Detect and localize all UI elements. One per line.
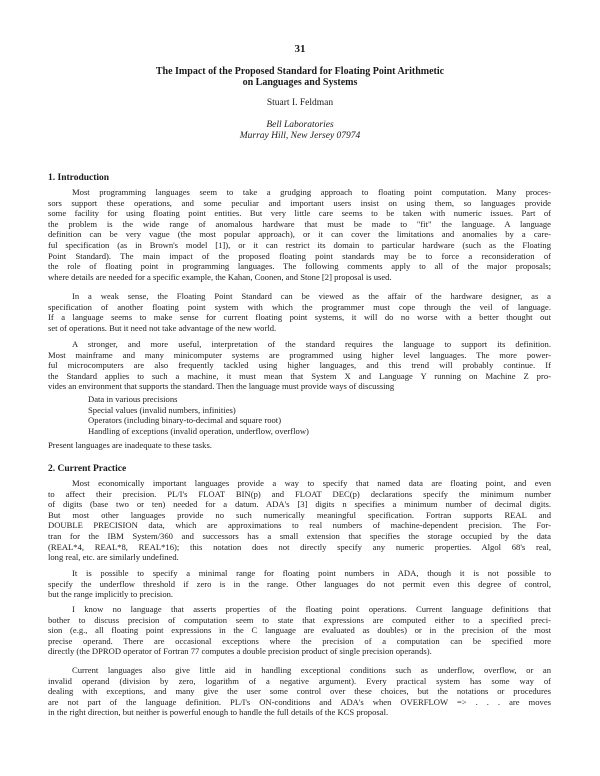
text-line: specification of another floating point system with which the programmer must cope through the veil of language. [48, 301, 551, 312]
author-name: Stuart I. Feldman [266, 98, 334, 108]
text-line: Point Standard). The main impact of the proposed floating point standards may be to force a reconsideration of [48, 250, 551, 261]
page-number: 31 [294, 43, 306, 55]
text-line: I know no language that asserts properties of the floating point operations. Current language definitions that [72, 604, 551, 614]
text-line: to affect their precision. PL/I's FLOAT BIN(p) and FLOAT DEC(p) declarations specify the minimum number [48, 488, 551, 499]
text-line: It is possible to specify a minimal range for floating point numbers in ADA, though it is not possible to [72, 568, 551, 578]
practice-paragraph-2 [48, 568, 551, 600]
text-line: bother to discuss precision of computation seem to state that expressions are computed either to a specified preci- [48, 614, 551, 625]
affiliation-line: Murray Hill, New Jersey 07974 [239, 131, 361, 141]
list-item: Special values (invalid numbers, infinities) [88, 404, 236, 415]
text-line: directly (the DPROD operator of Fortran 77 computes a double precision product of single precision operands). [48, 646, 432, 657]
text-line: where details are needed for a specific example, the Kahan, Coonen, and Stone [2] proposal is used. [48, 271, 392, 282]
intro-paragraph-1 [48, 187, 551, 282]
practice-paragraph-3 [48, 604, 551, 657]
text-line: some facility for using floating point entities. But very little care seems to be taken with numeric issues. Part of [48, 208, 551, 219]
paper-title [0, 66, 600, 88]
text-line: set of operations. But it need not take advantage of the new world. [48, 322, 277, 333]
text-line: sion (e.g., all floating point expressions in the C language are evaluated as doubles) or in the precision of the most [48, 625, 551, 636]
text-line: A stronger, and more useful, interpretation of the standard requires the language to support its definition. [72, 339, 551, 349]
text-line: Present languages are inadequate to these tasks. [48, 440, 212, 450]
text-line: the problem is the wide range of anomalous hardware that must be made to "fit" the language. A language [48, 218, 551, 229]
title-line: on Languages and Systems [242, 77, 358, 88]
text-line: dealing with exceptions, and many give the user some control over these choices, but the notations or procedures [48, 686, 551, 697]
text-line: Most programming languages seem to take a grudging approach to floating point computation. Many proces- [72, 187, 551, 197]
affiliation-line: Bell Laboratories [266, 120, 334, 130]
text-line: precise operand. There are occasional exceptions where the precision of a computation can be specified more [48, 635, 551, 646]
text-line: Current languages also give little aid in handling exceptional conditions such as underflow, overflow, or an [72, 665, 551, 675]
text-line: in the right direction, but neither is powerful enough to handle the full details of the KCS proposal. [48, 707, 389, 718]
text-line: Most mainframe and many minicomputer systems are programmed using higher level languages. The more power- [48, 349, 551, 360]
text-line: definition can be very vague (the most popular approach), or it can cover the limitations and anomalies by a care- [48, 229, 551, 240]
text-line: the role of floating point in programming languages. The following comments apply to all of the major proposals; [48, 261, 551, 272]
text-line: ful microcomputers are also frequently tackled using higher languages, and this trend will probably continue. If [48, 360, 551, 371]
text-line: If a language seems to make sense for current floating point systems, it will do no worse with a better thought out [48, 312, 551, 323]
intro-paragraph-2 [48, 291, 551, 333]
list-item: Data in various precisions [88, 394, 178, 404]
text-line: ful specification (as in Brown's model [1]), or it can restrict its domain to particular hardware (such as the Floating [48, 239, 551, 250]
text-line: invalid operand (division by zero, logarithm of a negative argument). Every practical system has some way of [48, 675, 551, 686]
text-line: vides an environment that supports the standard. Then the language must provide ways of discussing [48, 381, 395, 392]
text-line: tran for the IBM System/360 and successors has a small extension that specifies the storage occupied by the data [48, 530, 551, 541]
text-line: But most other languages provide no such numerically meaningful specification. Fortran supports REAL and [48, 509, 551, 520]
text-line: long real, etc. are similarly undefined. [48, 552, 179, 563]
list-item: Handling of exceptions (invalid operation, underflow, overflow) [88, 425, 309, 436]
practice-paragraph-1 [48, 478, 551, 563]
text-line: of digits (base two or ten) needed for a datum. ADA's [3] digits n specifies a minimum number of decimal digits. [48, 499, 551, 510]
section-heading-current-practice: 2. Current Practice [48, 464, 127, 474]
title-line: The Impact of the Proposed Standard for Floating Point Arithmetic [155, 66, 445, 77]
practice-paragraph-4 [48, 665, 551, 718]
section-heading-introduction: 1. Introduction [48, 173, 110, 183]
intro-paragraph-4 [48, 440, 551, 451]
text-line: but the range implicitly to precision. [48, 589, 174, 600]
text-line: (REAL*4, REAL*8, REAL*16); this notation does not directly specify any numeric properties. Algol 68's real, [48, 541, 551, 552]
discussion-list [88, 394, 309, 436]
text-line: In a weak sense, the Floating Point Standard can be viewed as the affair of the hardware designer, as a [72, 291, 551, 301]
text-line: specify the underflow threshold if zero is in the range. Other languages do not permit even this degree of control, [48, 578, 551, 589]
text-line: sors support these operations, and some peculiar and important users insist on using them, so languages provide [48, 197, 551, 208]
text-line: Most economically important languages provide a way to specify that named data are floating point, and even [72, 478, 551, 488]
text-line: DOUBLE PRECISION data, which are approximations to real numbers of machine-dependent precision. The For- [48, 520, 551, 531]
list-item: Operators (including binary-to-decimal and square root) [88, 415, 282, 426]
text-line: the Standard applies to such a machine, it must mean that System X and Language Y running on Machine Z pro- [48, 370, 551, 381]
intro-paragraph-3 [48, 339, 551, 392]
author-affiliation [0, 120, 600, 142]
text-line: are not part of the language definition. PL/I's ON-conditions and ADA's when OVERFLOW => . . . are moves [48, 696, 551, 707]
